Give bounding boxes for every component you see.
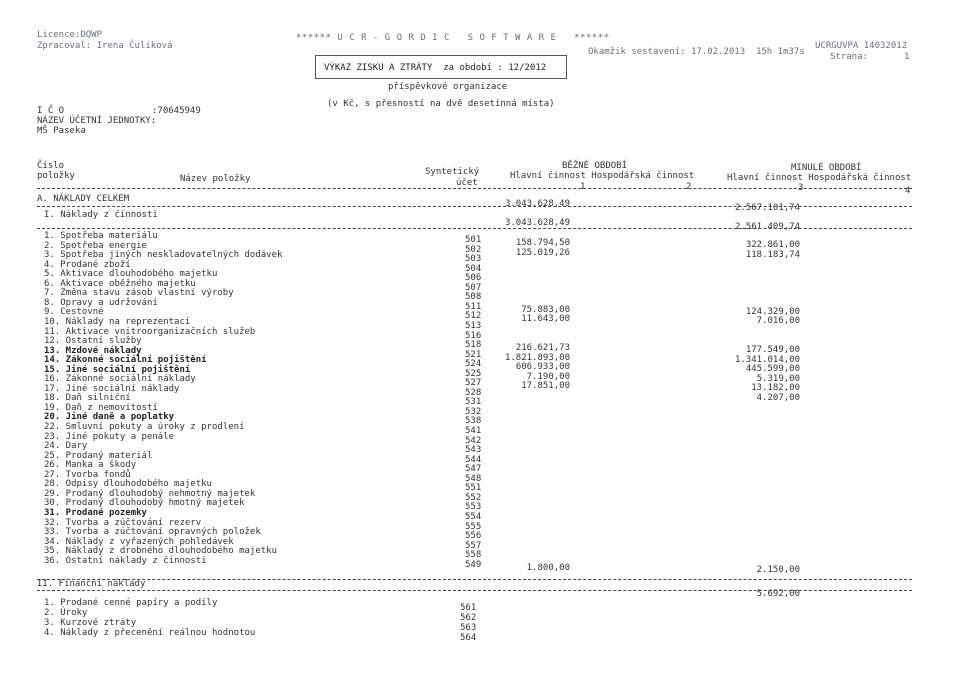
generation-timestamp: Okamžik sestavení: 17.02.2013 15h 1m37s [588,47,805,57]
previous-period-header: MINULÉ OBDOBÍ [791,163,862,173]
row-account: 516 [465,331,482,341]
row-label: 12. Ostatní služby [44,336,142,346]
row-label: 32. Tvorba a zúčtování rezerv [44,518,202,528]
row-label: 8. Opravy a udržování [44,298,158,308]
row-current-value: 7.190,00 [526,372,570,382]
col-name-header: Název položky [180,174,251,184]
row-account: 553 [465,502,482,512]
row-label: 6. Aktivace oběžného majetku [44,279,196,289]
row-current-value: 1.821.893,00 [504,353,570,363]
row-current-value: 17.851,00 [521,381,570,391]
section-ii-top-divider [37,579,912,580]
row-account: 552 [465,493,482,503]
row-label: 18. Daň silniční [44,393,131,403]
row-account: 527 [465,378,482,388]
unit-name-label: NÁZEV ÚČETNÍ JEDNOTKY: [37,116,157,126]
row-current-value: 11.643,00 [521,314,570,324]
section-i-current: 3.043.628,49 [504,218,570,228]
row-previous-value: 322.861,00 [745,240,800,250]
row-label: 31. Prodané pozemky [44,508,147,518]
prepared-by-text: Zpracoval: Irena Čuliková [37,41,173,51]
row-account: 557 [465,541,482,551]
row-label: 16. Zákonné sociální náklady [44,374,196,384]
ico-label: I Č O [37,106,65,116]
row-label: 1. Spotřeba materiálu [44,231,158,241]
row-account: 513 [465,321,482,331]
row-account: 561 [460,603,477,613]
row-label: 33. Tvorba a zúčtování opravných položek [44,527,261,537]
row-account: 511 [465,302,482,312]
row-label: 14. Zákonné sociální pojištění [44,355,207,365]
row-label: 22. Smluvní pokuty a úroky z prodlení [44,422,245,432]
row-account: 506 [465,273,482,283]
row-account: 551 [465,483,482,493]
section-i-previous: 2.561.409,74 [734,222,800,232]
col-2-index: 2 [686,182,692,192]
row-account: 521 [465,350,482,360]
row-label: 30. Prodaný dlouhodobý hmotný majetek [44,498,245,508]
row-current-value: 216.621,73 [515,343,570,353]
row-label: 4. Náklady z přecenění reálnou hodnotou [44,628,256,638]
row-label: 4. Prodané zboží [44,260,131,270]
row-label: 27. Tvorba fondů [44,470,131,480]
row-label: 1. Prodané cenné papíry a podíly [44,598,218,608]
row-account: 555 [465,522,482,532]
section-ii-label: II. Finanční náklady [37,579,146,589]
col-items-header: položky [37,171,75,181]
row-label: 2. Úroky [44,608,88,618]
row-previous-value: 124.329,00 [745,307,800,317]
row-label: 15. Jiné sociální pojištění [44,365,191,375]
software-brand: ****** U C R - G O R D I C S O F T W A R E ****** [296,33,610,43]
section-ii-previous: 5.692,00 [756,589,800,599]
row-account: 532 [465,407,482,417]
row-previous-value: 2.150,00 [756,565,800,575]
page-number: 1 [904,52,910,62]
row-label: 9. Cestovné [44,307,104,317]
row-account: 501 [465,235,482,245]
row-account: 538 [465,416,482,426]
row-previous-value: 177.549,00 [745,345,800,355]
row-previous-value: 1.341.014,00 [734,355,800,365]
row-account: 548 [465,474,482,484]
row-current-value: 75.883,00 [521,305,570,315]
row-label: 20. Jiné daně a poplatky [44,412,175,422]
row-account: 544 [465,455,482,465]
row-account: 547 [465,464,482,474]
row-account: 524 [465,359,482,369]
row-label: 5. Aktivace dlouhodobého majetku [44,269,218,279]
report-title: VÝKAZ ZISKU A ZTRÁTY za období : 12/2012 [324,63,547,73]
row-account: 531 [465,397,482,407]
report-subtitle: příspěvkové organizace [388,82,508,92]
row-account: 542 [465,436,482,446]
row-account: 563 [460,623,477,633]
row-current-value: 125.019,26 [515,248,570,258]
row-label: 29. Prodaný dlouhodobý nehmotný majetek [44,489,256,499]
section-i-label: I. Náklady z činnosti [44,210,158,220]
row-account: 562 [460,613,477,623]
row-label: 2. Spotřeba energie [44,241,147,251]
row-account: 525 [465,369,482,379]
header-divider [37,188,912,189]
row-label: 34. Náklady z vyřazených pohledávek [44,537,234,547]
section-i-divider [37,228,912,229]
row-previous-value: 7.016,00 [756,316,800,326]
row-label: 35. Náklady z drobného dlouhodobého majetku [44,546,277,556]
current-period-cols: Hlavní činnost Hospodářská činnost [510,171,695,181]
row-account: 564 [460,633,477,643]
row-account: 556 [465,531,482,541]
row-account: 502 [465,245,482,255]
row-previous-value: 5.319,00 [756,374,800,384]
current-period-header: BĚŽNÉ OBDOBÍ [562,161,628,171]
row-label: 13. Mzdové náklady [44,346,142,356]
col-account-header: Syntetický [425,167,480,177]
row-label: 17. Jiné sociální náklady [44,384,180,394]
row-previous-value: 118.183,74 [745,250,800,260]
col-3-index: 3 [798,183,804,193]
row-label: 36. Ostatní náklady z činnosti [44,556,207,566]
row-account: 504 [465,264,482,274]
row-account: 512 [465,311,482,321]
row-previous-value: 13.182,00 [751,383,800,393]
section-a-previous: 2.567.101,74 [734,203,800,213]
row-account: 541 [465,426,482,436]
unit-name: MŠ Paseka [37,126,86,136]
row-account: 508 [465,292,482,302]
col-1-index: 1 [580,182,586,192]
row-label: 11. Aktivace vnitroorganizačních služeb [44,327,256,337]
section-ii-divider [37,590,912,591]
report-code: UCRGUVPA 14032012 [815,41,908,51]
row-label: 23. Jiné pokuty a penále [44,432,175,442]
section-a-label: A. NÁKLADY CELKEM [37,194,130,204]
units-note: (v Kč, s přesností na dvě desetinná místa) [327,99,555,109]
row-account: 554 [465,512,482,522]
row-account: 549 [465,560,482,570]
row-label: 10. Náklady na reprezentaci [44,317,191,327]
col-4-index: 4 [905,186,911,196]
row-account: 528 [465,388,482,398]
row-account: 507 [465,283,482,293]
previous-period-cols: Hlavní činnost Hospodářská činnost [727,173,912,183]
col-number-header: Číslo [37,161,65,171]
row-label: 28. Odpisy dlouhodobého majetku [44,479,212,489]
row-label: 3. Spotřeba jiných neskladovatelných dodávek [44,250,283,260]
row-account: 543 [465,445,482,455]
row-label: 19. Daň z nemovitostí [44,403,158,413]
ico-value: :70645949 [152,106,201,116]
row-current-value: 606.933,00 [515,362,570,372]
row-account: 558 [465,550,482,560]
row-current-value: 158.794,50 [515,238,570,248]
page-label: Strana: [830,52,868,62]
row-label: 26. Manka a škody [44,460,137,470]
section-a-current: 3.043.628,49 [504,199,570,209]
row-label: 25. Prodaný materiál [44,451,153,461]
row-previous-value: 445.599,00 [745,364,800,374]
row-account: 503 [465,254,482,264]
row-account: 518 [465,340,482,350]
section-a-divider [37,206,912,207]
col-account-sub-header: účet [456,178,478,188]
row-label: 24. Dary [44,441,88,451]
row-current-value: 1.800,00 [526,563,570,573]
row-previous-value: 4.207,00 [756,393,800,403]
licence-text: Licence:DQWP [37,30,103,40]
row-label: 3. Kurzové ztráty [44,618,137,628]
row-label: 7. Změna stavu zásob vlastní výroby [44,288,234,298]
